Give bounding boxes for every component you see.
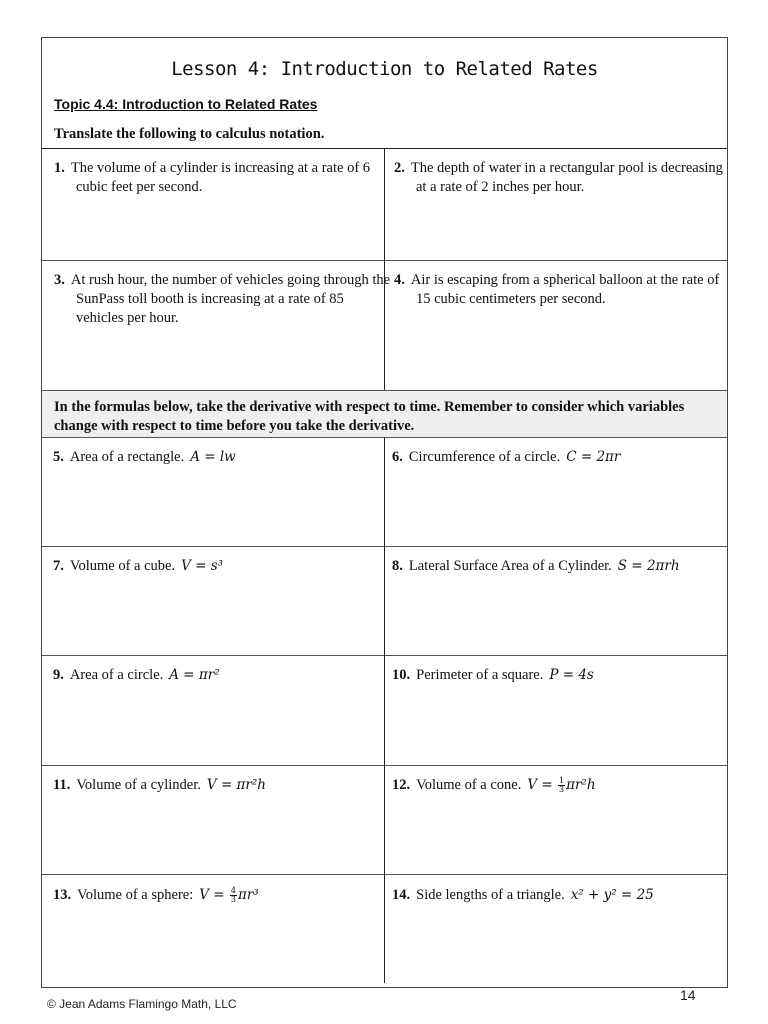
derivative-instruction: In the formulas below, take the derivative with respect to time. Remember to consider which variables change with respect to time before you take the derivative. bbox=[54, 399, 685, 434]
question-5: 5. Area of a rectangle. A = lw bbox=[53, 449, 236, 465]
question-9: 9. Area of a circle. A = πr² bbox=[53, 667, 220, 683]
question-6: 6. Circumference of a circle. C = 2πr bbox=[392, 449, 621, 465]
question-4: 4. Air is escaping from a spherical balloon at the rate of 15 cubic centimeters per second. bbox=[394, 272, 720, 307]
question-13: 13. Volume of a sphere: V = $\frac{4}{3}$ πr³ bbox=[53, 886, 259, 904]
column-divider bbox=[384, 437, 385, 983]
copyright-footer: © Jean Adams Flamingo Math, LLC bbox=[47, 997, 237, 1011]
question-8: 8. Lateral Surface Area of a Cylinder. S = 2πrh bbox=[392, 558, 680, 574]
lesson-title: Lesson 4: Introduction to Related Rates bbox=[171, 58, 598, 80]
worksheet bbox=[41, 37, 728, 988]
question-1: 1. The volume of a cylinder is increasing at a rate of 6 cubic feet per second. bbox=[54, 160, 371, 195]
sphere-formula: V = $\frac{4}{3}$ πr³ bbox=[199, 886, 259, 904]
topic-heading: Topic 4.4: Introduction to Related Rates bbox=[54, 96, 318, 112]
translate-instruction: Translate the following to calculus notation. bbox=[54, 126, 325, 142]
question-2: 2. The depth of water in a rectangular pool is decreasing at a rate of 2 inches per hour. bbox=[394, 160, 723, 195]
page-number: 14 bbox=[680, 987, 696, 1003]
question-10: 10. Perimeter of a square. P = 4s bbox=[392, 667, 594, 683]
question-7: 7. Volume of a cube. V = s³ bbox=[53, 558, 224, 574]
divider bbox=[42, 390, 727, 391]
question-12: 12. Volume of a cone. V = $\frac{1}{3}$ πr²h bbox=[392, 776, 596, 794]
derivative-instruction-band bbox=[42, 390, 727, 437]
question-14: 14. Side lengths of a triangle. x² + y² = 25 bbox=[392, 887, 654, 903]
fraction: $\frac{4}{3}$ bbox=[230, 886, 236, 904]
question-11: 11. Volume of a cylinder. V = πr²h bbox=[53, 777, 266, 793]
cone-formula: V = $\frac{1}{3}$ πr²h bbox=[527, 776, 596, 794]
fraction: $\frac{1}{3}$ bbox=[559, 776, 565, 794]
question-3: 3. At rush hour, the number of vehicles going through the SunPass toll booth is increasing at a rate of 85 vehicles per hour. bbox=[54, 272, 391, 326]
